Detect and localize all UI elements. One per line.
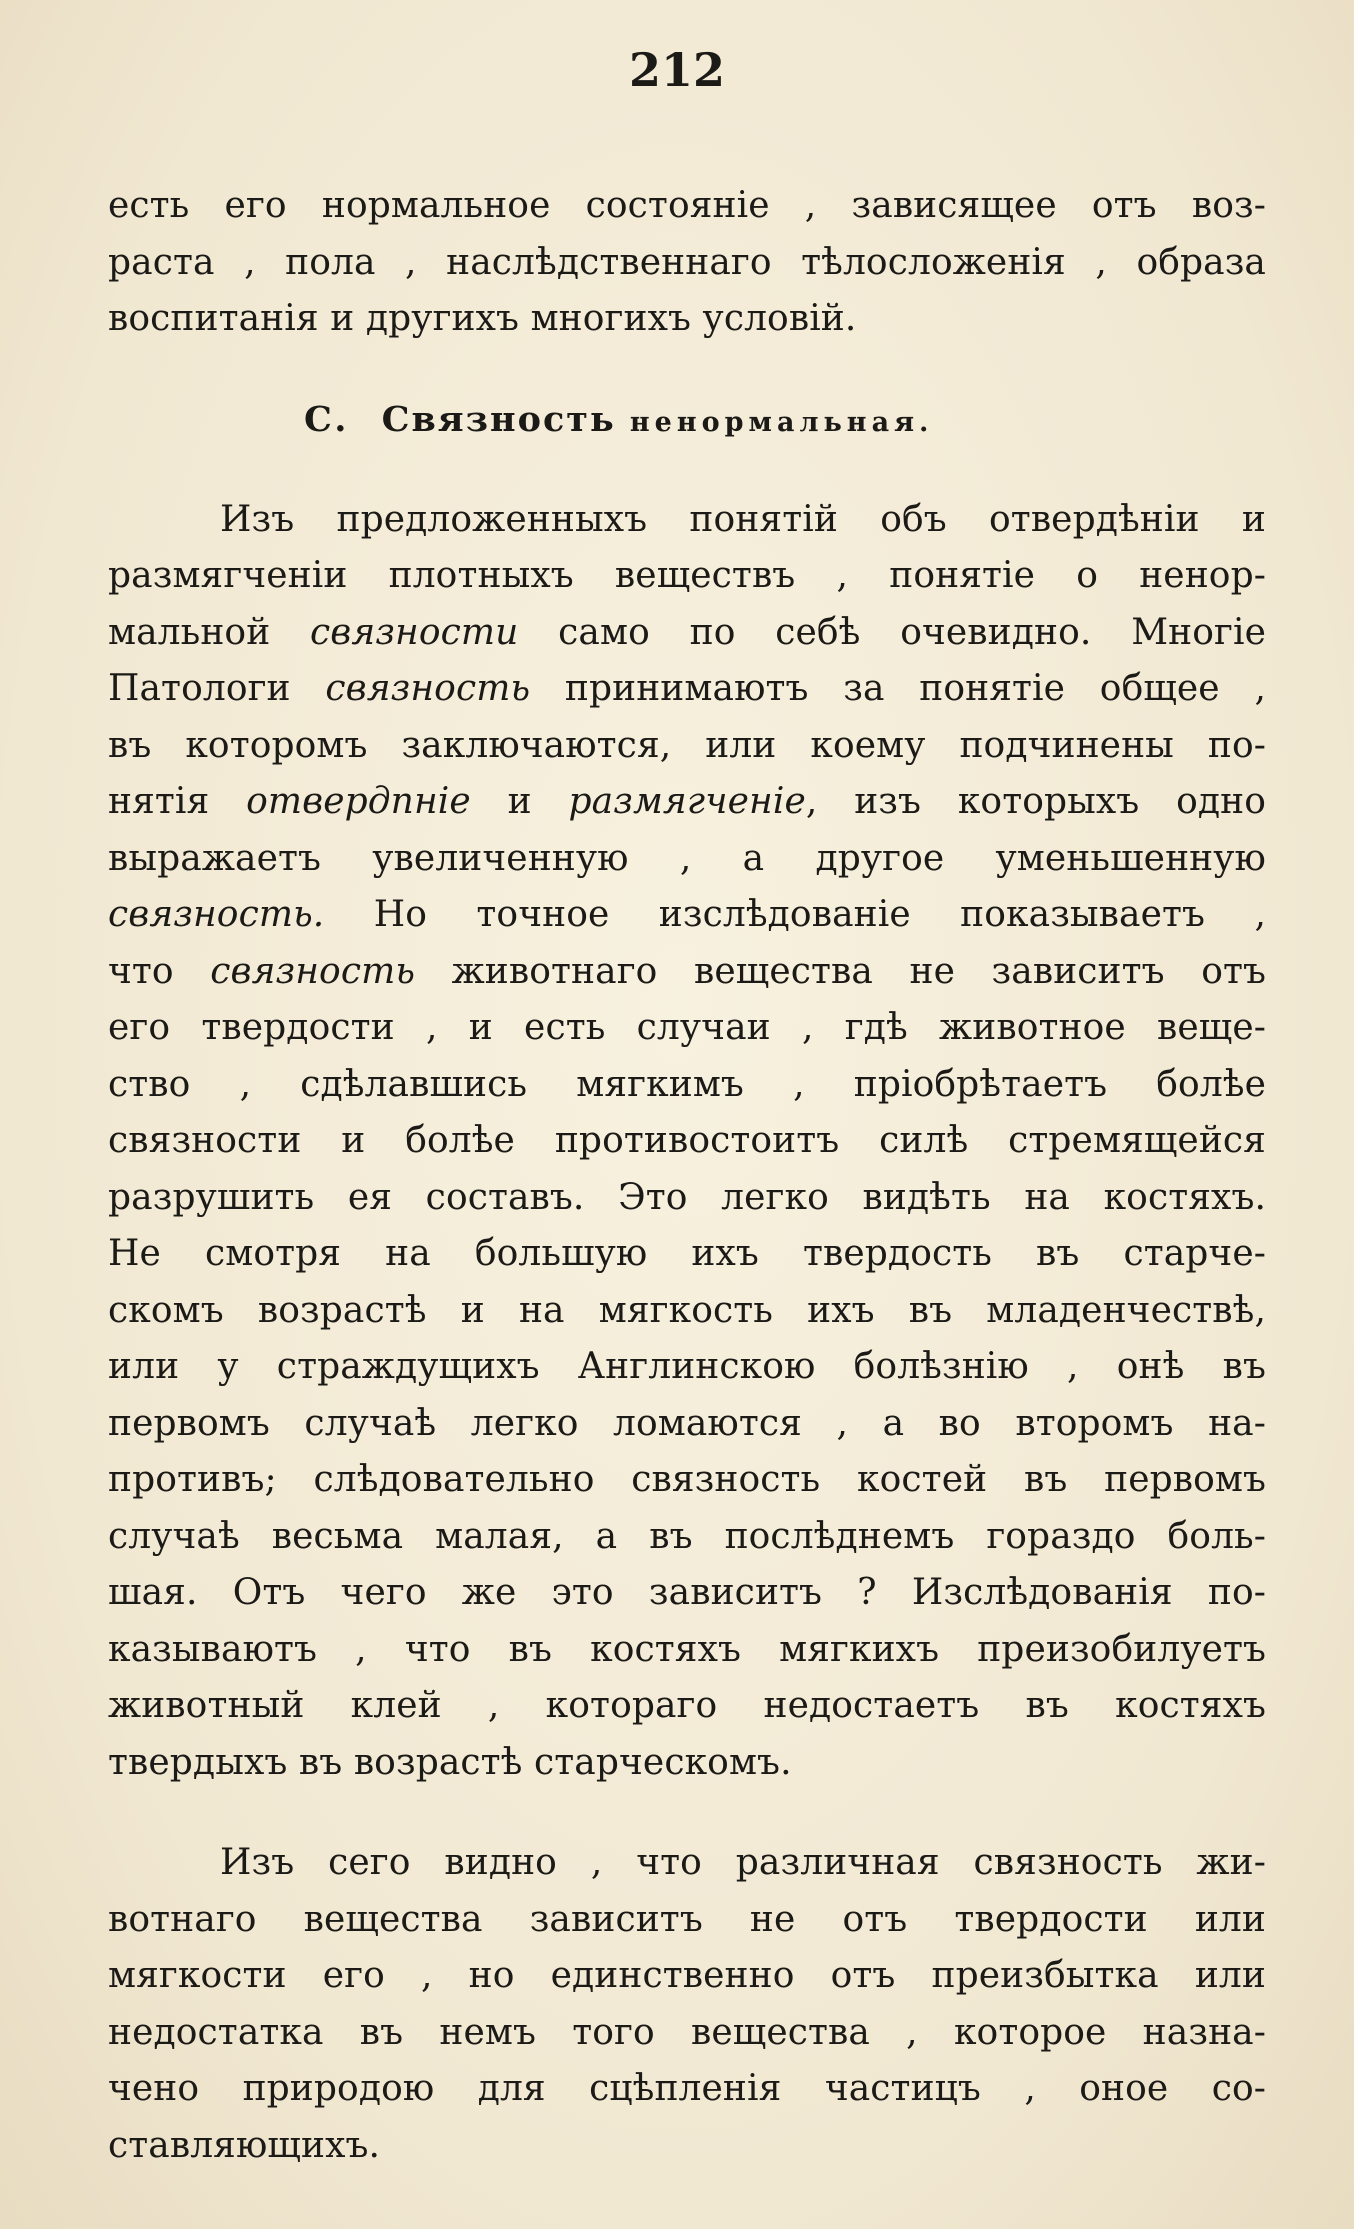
- text-segment: Патологи: [108, 668, 326, 709]
- text-line: чено природою для сцѣпленія частицъ , оное со-: [108, 2068, 1266, 2109]
- text-segment: скомъ возрастѣ и на мягкость ихъ въ младенчествѣ,: [108, 1289, 1266, 1331]
- text-segment: въ которомъ заключаются, или коему подчинены по-: [108, 724, 1266, 766]
- text-segment: его твердости , и есть случаи , гдѣ животное веще-: [108, 1007, 1266, 1048]
- text-line: [108, 1000, 1266, 1057]
- emphasized-term: связности: [310, 611, 519, 653]
- text-segment: размягченіи плотныхъ веществъ , понятіе о ненор-: [108, 555, 1266, 596]
- text-segment: , изъ которыхъ одно: [805, 781, 1266, 822]
- text-line: [108, 944, 1266, 1001]
- text-line: [108, 548, 1266, 605]
- text-segment: Изъ предложенныхъ понятій объ отвердѣніи и: [220, 498, 1266, 540]
- text-line: [108, 1226, 1266, 1283]
- text-line: недостатка въ немъ того вещества , которое назна-: [108, 2011, 1266, 2053]
- page-number: 212: [628, 43, 726, 97]
- text-segment: шая. Отъ чего же это зависитъ ? Изслѣдованія по-: [108, 1572, 1266, 1613]
- emphasized-term: связность: [210, 950, 416, 992]
- text-line: ставляющихъ.: [108, 2124, 381, 2166]
- text-line: [108, 661, 1266, 718]
- text-line: [108, 492, 1266, 549]
- text-segment: противъ; слѣдовательно связность костей въ первомъ: [108, 1459, 1266, 1500]
- text-line: [108, 887, 1266, 944]
- text-segment: принимаютъ за понятіе общее ,: [530, 668, 1266, 709]
- text-segment: животный клей , котораго недостаетъ въ костяхъ: [108, 1685, 1266, 1726]
- emphasized-term: размягченіе: [568, 781, 806, 822]
- text-line: [108, 1509, 1266, 1566]
- emphasized-term: отвердпніе: [246, 781, 471, 822]
- section-heading: [108, 392, 1266, 448]
- text-segment: само по себѣ очевидно. Многіе: [518, 611, 1266, 653]
- text-line: [108, 1735, 1266, 1792]
- text-segment: связности и болѣе противостоитъ силѣ стремящейся: [108, 1120, 1266, 1161]
- text-segment: разрушить ея составъ. Это легко видѣть на костяхъ.: [108, 1176, 1266, 1218]
- text-line: [108, 605, 1266, 662]
- text-segment: мальной: [108, 611, 311, 653]
- text-segment: или у страждущихъ Англинскою болѣзнію , онѣ въ: [108, 1346, 1266, 1387]
- text-line: раста , пола , наслѣдственнаго тѣлосложенія , образа: [108, 241, 1266, 283]
- text-line: [108, 1452, 1266, 1509]
- text-line: [108, 1113, 1266, 1170]
- text-line: [108, 774, 1266, 831]
- text-line: [108, 1396, 1266, 1453]
- text-line: [108, 1283, 1266, 1340]
- text-segment: и: [470, 781, 569, 822]
- text-segment: выражаетъ увеличенную , а другое уменьшенную: [108, 837, 1266, 879]
- text-segment: казываютъ , что въ костяхъ мягкихъ преизобилуетъ: [108, 1628, 1266, 1670]
- text-segment: случаѣ весьма малая, а въ послѣднемъ гораздо боль-: [108, 1515, 1266, 1557]
- emphasized-term: связность: [325, 668, 531, 709]
- text-line: [108, 1678, 1266, 1735]
- text-segment: ство , сдѣлавшись мягкимъ , пріобрѣтаетъ болѣе: [108, 1063, 1266, 1105]
- section-title-first-word: Связность: [381, 398, 616, 440]
- text-segment: Не смотря на большую ихъ твердость въ старче-: [108, 1233, 1266, 1274]
- text-line: [108, 1170, 1266, 1227]
- text-line: [108, 1622, 1266, 1679]
- text-line: [108, 1565, 1266, 1622]
- emphasized-term: связность.: [108, 894, 325, 935]
- text-segment: первомъ случаѣ легко ломаются , а во второмъ на-: [108, 1402, 1266, 1444]
- text-line: есть его нормальное состоянiе , зависящее отъ воз-: [108, 185, 1266, 226]
- text-line: Изъ сего видно , что различная связность жи-: [220, 1842, 1266, 1883]
- section-letter: C.: [304, 398, 350, 440]
- paragraph-main: [108, 492, 1266, 1792]
- text-segment: Но точное изслѣдованіе показываетъ ,: [324, 894, 1266, 935]
- text-segment: животнаго вещества не зависитъ отъ: [415, 950, 1267, 992]
- text-line: [108, 1339, 1266, 1396]
- text-line: [108, 831, 1266, 888]
- section-title-rest: ненормальная.: [629, 406, 934, 438]
- paragraph-conclusion: [108, 1835, 1266, 2174]
- text-line: [108, 718, 1266, 775]
- paragraph-continued: [108, 178, 1266, 348]
- text-line: воспитанія и другихъ многихъ условій.: [108, 298, 857, 339]
- text-segment: твердыхъ въ возрастѣ старческомъ.: [108, 1741, 792, 1783]
- text-line: мягкости его , но единственно отъ преизбытка или: [108, 1955, 1266, 1996]
- text-line: [108, 1057, 1266, 1114]
- text-line: вотнаго вещества зависитъ не отъ твердости или: [108, 1898, 1266, 1940]
- text-segment: что: [108, 950, 211, 992]
- text-segment: нятія: [108, 781, 247, 822]
